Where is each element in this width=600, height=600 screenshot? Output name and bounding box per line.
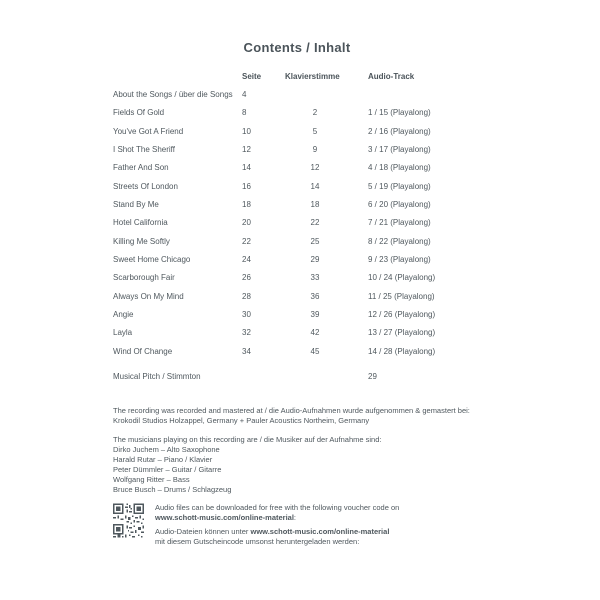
klavierstimme-cell <box>285 145 368 154</box>
download-en-line2 <box>155 513 399 523</box>
klavierstimme-value: 39 <box>310 310 320 320</box>
song-title: Scarborough Fair <box>113 273 175 283</box>
klavierstimme-cell <box>285 237 368 246</box>
seite-value: 32 <box>242 328 251 338</box>
seite-value: 4 <box>242 90 247 100</box>
klavierstimme-value: 45 <box>310 346 320 356</box>
musicians-intro: The musicians playing on this recording are / die Musiker auf der Aufnahme sind: <box>113 435 382 445</box>
audio-track-value: 7 / 21 (Playalong) <box>368 218 431 228</box>
table-row <box>113 104 493 122</box>
audio-track-value: 4 / 18 (Playalong) <box>368 163 431 173</box>
klavierstimme-cell <box>285 347 368 356</box>
song-title: Hotel California <box>113 218 168 228</box>
download-de-line1 <box>155 527 399 537</box>
audio-track-value: 13 / 27 (Playalong) <box>368 328 436 338</box>
table-row <box>113 232 493 250</box>
klavierstimme-value: 18 <box>310 200 320 210</box>
seite-value: 8 <box>242 108 247 118</box>
download-url-en: www.schott-music.com/online-material <box>155 513 294 522</box>
table-row <box>113 195 493 213</box>
klavierstimme-cell <box>285 292 368 301</box>
audio-track-value: 12 / 26 (Playalong) <box>368 310 436 320</box>
song-title: Musical Pitch / Stimmton <box>113 372 201 382</box>
klavierstimme-cell <box>285 218 368 227</box>
table-row-musical-pitch <box>113 368 493 386</box>
recording-credit-line: Krokodil Studios Holzappel, Germany + Pauler Acoustics Northeim, Germany <box>113 415 370 425</box>
table-row <box>113 269 493 287</box>
audio-track-value: 1 / 15 (Playalong) <box>368 108 431 118</box>
klavierstimme-cell <box>285 182 368 191</box>
seite-value: 28 <box>242 291 251 301</box>
table-row <box>113 214 493 232</box>
klavierstimme-value: 25 <box>310 236 320 246</box>
klavierstimme-cell <box>285 273 368 282</box>
klavierstimme-value: 5 <box>312 126 318 136</box>
musician-line: Bruce Busch – Drums / Schlagzeug <box>113 484 232 494</box>
table-header-row <box>113 67 493 85</box>
song-title: Fields Of Gold <box>113 108 165 118</box>
download-text <box>155 503 399 547</box>
seite-value: 18 <box>242 200 251 210</box>
table-row <box>113 159 493 177</box>
audio-track-value: 14 / 28 (Playalong) <box>368 346 436 356</box>
download-text-en <box>155 503 399 523</box>
audio-track-value: 11 / 25 (Playalong) <box>368 291 435 301</box>
song-title: You've Got A Friend <box>113 126 184 136</box>
download-en-line1: Audio files can be downloaded for free with the following voucher code on <box>155 503 400 512</box>
contents-table <box>113 67 493 386</box>
recording-credit-line: The recording was recorded and mastered at / die Audio-Aufnahmen wurde aufgenommen & gemastert bei: <box>113 406 470 415</box>
musician-line: Dirko Juchem – Alto Saxophone <box>113 445 220 455</box>
header-audio-track: Audio-Track <box>368 71 415 81</box>
audio-track-value: 6 / 20 (Playalong) <box>368 200 431 210</box>
credits-section <box>113 406 470 495</box>
musician-line: Peter Dümmler – Guitar / Gitarre <box>113 465 222 475</box>
qr-code-icon <box>113 503 144 538</box>
song-title: Layla <box>113 328 133 338</box>
seite-value: 22 <box>242 236 251 246</box>
download-section <box>113 503 399 547</box>
seite-value: 30 <box>242 310 251 320</box>
seite-value: 12 <box>242 145 251 155</box>
seite-value: 10 <box>242 126 251 136</box>
klavierstimme-value: 33 <box>310 273 320 283</box>
download-en-colon: : <box>293 513 297 522</box>
musician-line: Harald Rutar – Piano / Klavier <box>113 455 213 465</box>
song-title: I Shot The Sheriff <box>113 145 175 155</box>
song-title: Killing Me Softly <box>113 236 170 246</box>
song-title: Sweet Home Chicago <box>113 255 191 265</box>
table-body <box>113 85 493 360</box>
musician-line: Wolfgang Ritter – Bass <box>113 474 190 484</box>
song-title: About the Songs / über die Songs <box>113 90 233 100</box>
table-row <box>113 122 493 140</box>
klavierstimme-value: 42 <box>310 328 320 338</box>
audio-track-value: 29 <box>368 372 377 382</box>
download-text-de <box>155 527 399 547</box>
table-row <box>113 287 493 305</box>
seite-value: 26 <box>242 273 251 283</box>
table-row <box>113 250 493 268</box>
audio-track-value: 2 / 16 (Playalong) <box>368 126 431 136</box>
klavierstimme-value: 9 <box>312 145 318 155</box>
audio-track-value: 8 / 22 (Playalong) <box>368 236 431 246</box>
song-title: Streets Of London <box>113 181 178 191</box>
klavierstimme-value: 12 <box>310 163 320 173</box>
song-title: Always On My Mind <box>113 291 184 301</box>
table-row <box>113 177 493 195</box>
seite-value: 24 <box>242 255 251 265</box>
table-row <box>113 324 493 342</box>
header-klavierstimme: Klavierstimme <box>285 71 340 81</box>
klavierstimme-value: 22 <box>310 218 320 228</box>
audio-track-value: 10 / 24 (Playalong) <box>368 273 436 283</box>
download-de-prefix: Audio-Dateien können unter <box>155 527 251 536</box>
klavierstimme-cell <box>285 108 368 117</box>
klavierstimme-cell <box>285 200 368 209</box>
klavierstimme-cell <box>285 163 368 172</box>
header-seite: Seite <box>242 71 262 81</box>
seite-value: 14 <box>242 163 251 173</box>
table-row <box>113 342 493 360</box>
table-row <box>113 140 493 158</box>
page-title: Contents / Inhalt <box>243 40 351 55</box>
table-row <box>113 85 493 103</box>
klavierstimme-cell <box>285 255 368 264</box>
klavierstimme-cell <box>285 127 368 136</box>
audio-track-value: 9 / 23 (Playalong) <box>368 255 431 265</box>
klavierstimme-value: 2 <box>312 108 318 118</box>
audio-track-value: 3 / 17 (Playalong) <box>368 145 431 155</box>
download-url-de: www.schott-music.com/online-material <box>250 527 390 536</box>
download-de-line2: mit diesem Gutscheincode umsonst heruntergeladen werden: <box>155 537 360 546</box>
klavierstimme-cell <box>285 310 368 319</box>
klavierstimme-cell <box>285 328 368 337</box>
seite-value: 34 <box>242 346 251 356</box>
klavierstimme-value: 14 <box>310 181 320 191</box>
song-title: Wind Of Change <box>113 346 173 356</box>
klavierstimme-value: 29 <box>310 255 320 265</box>
table-row <box>113 305 493 323</box>
song-title: Father And Son <box>113 163 169 173</box>
song-title: Angie <box>113 310 134 320</box>
seite-value: 16 <box>242 181 251 191</box>
klavierstimme-value: 36 <box>310 291 320 301</box>
seite-value: 20 <box>242 218 251 228</box>
audio-track-value: 5 / 19 (Playalong) <box>368 181 431 191</box>
song-title: Stand By Me <box>113 200 159 210</box>
